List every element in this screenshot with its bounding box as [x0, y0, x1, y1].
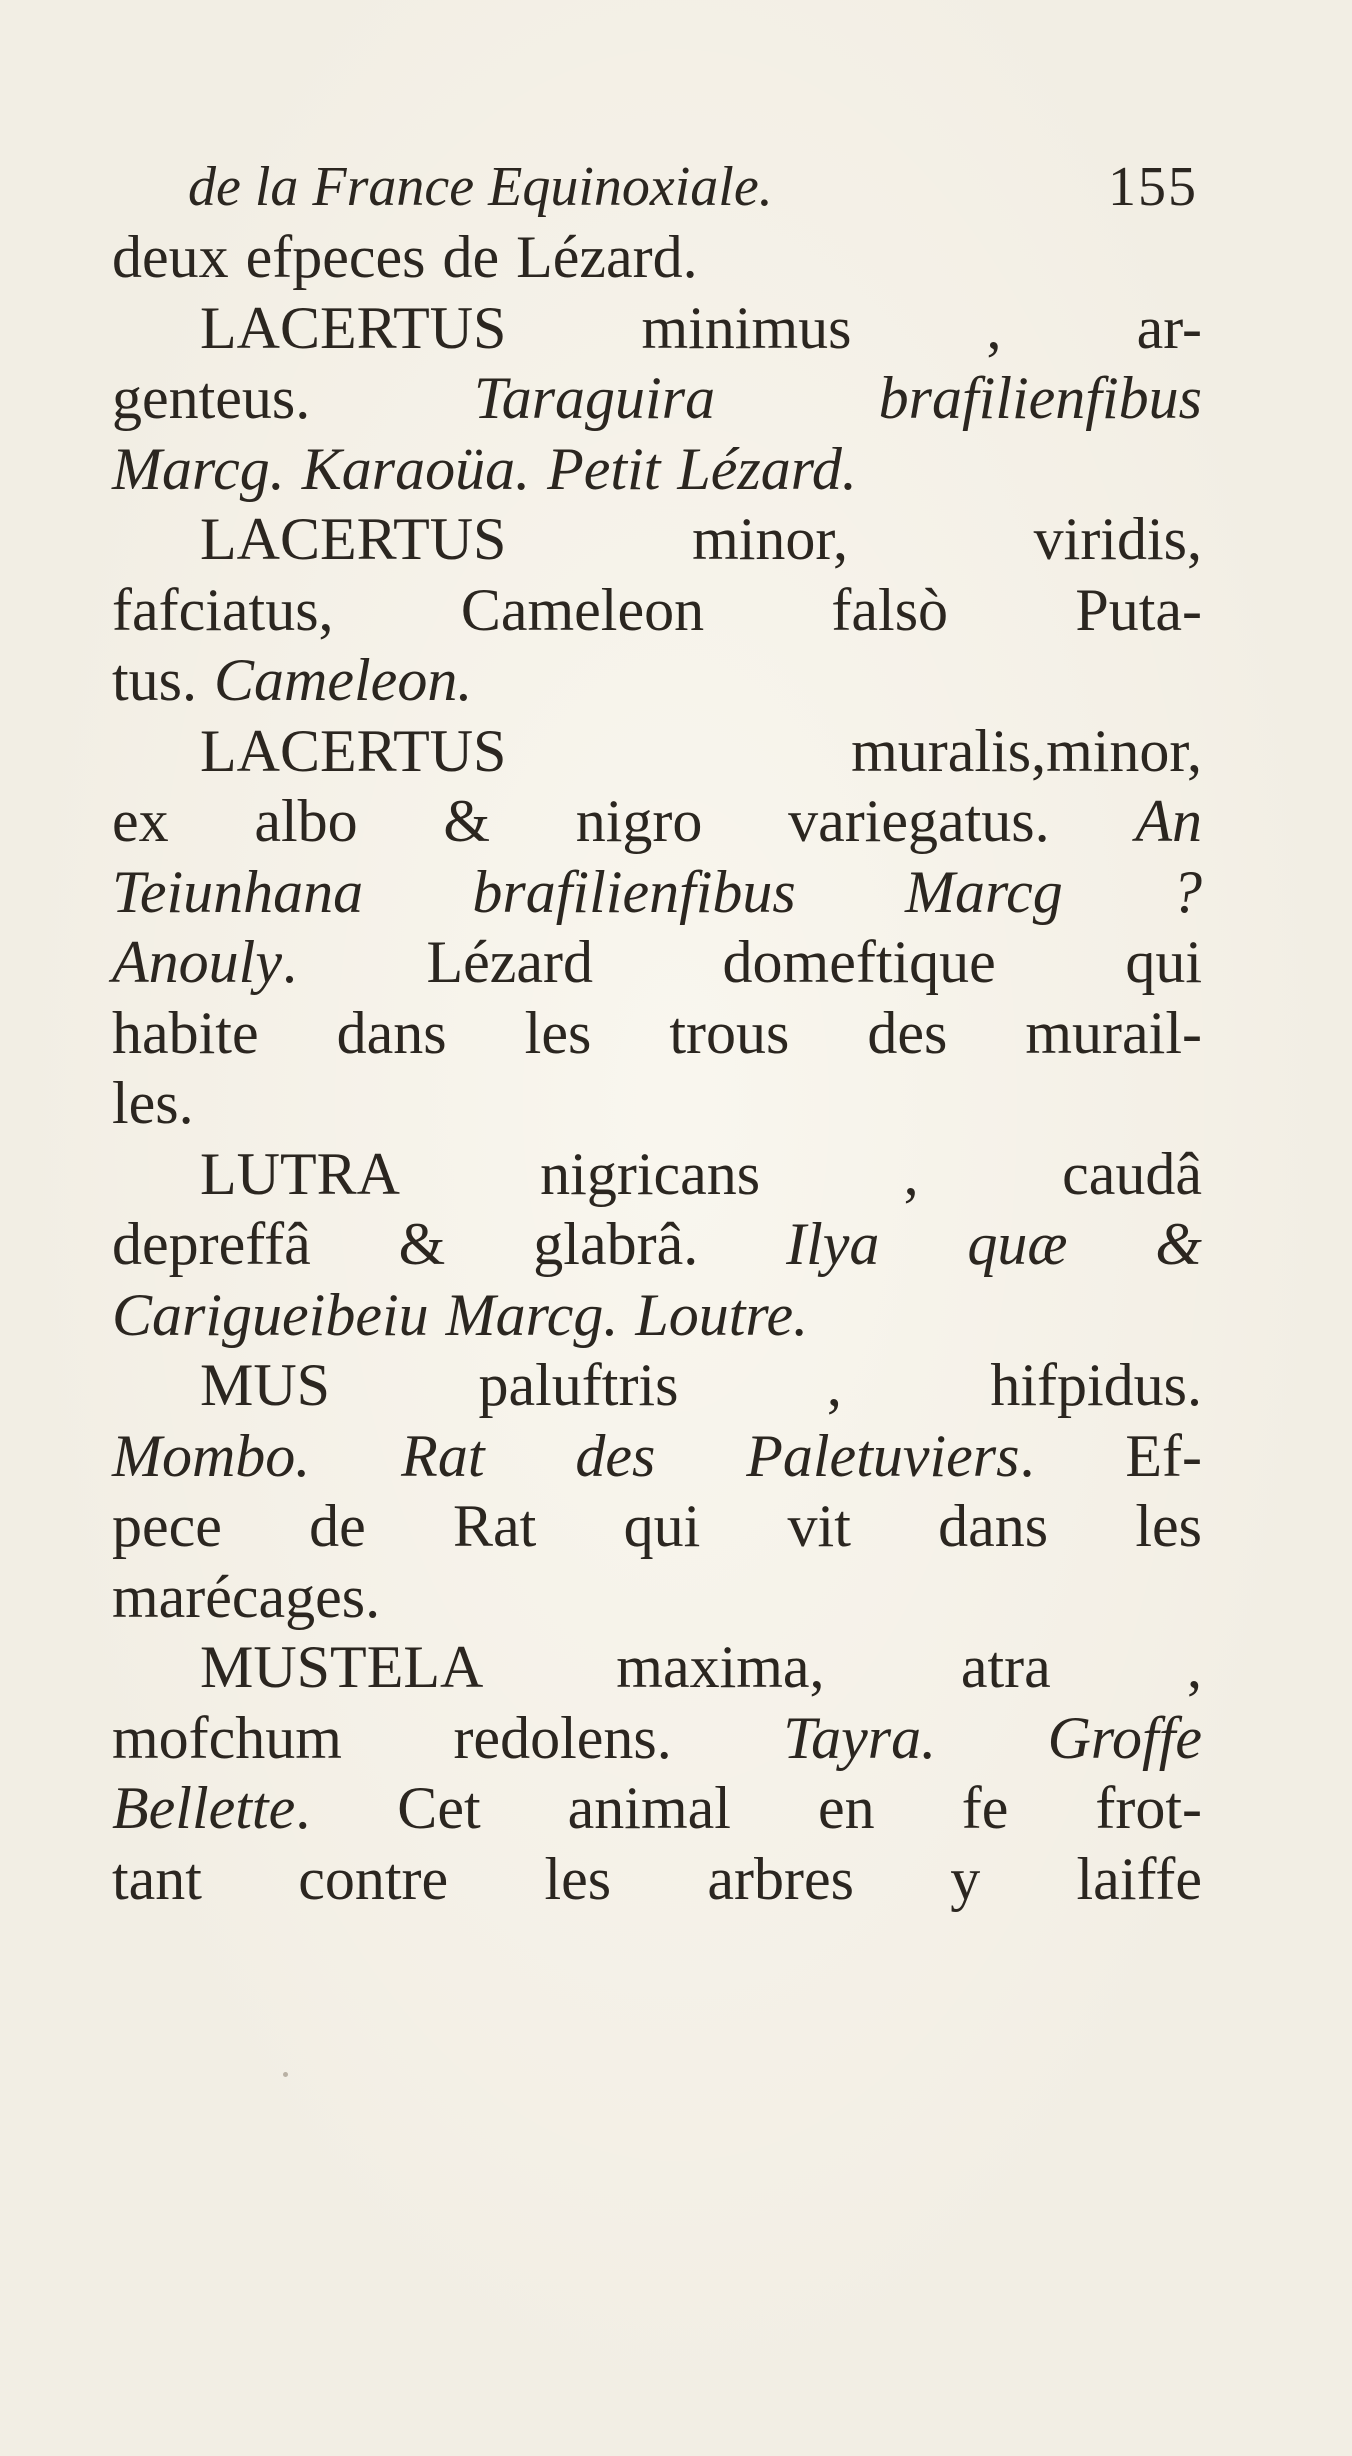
page-number: 155 [1108, 156, 1198, 218]
text-line: deux efpeces de Lézard. [112, 224, 698, 290]
text-line: MUS paluftris , hifpidus. [200, 1352, 1202, 1418]
body-text [112, 222, 1202, 1914]
text-line: tant contre les arbres y laiffe [112, 1845, 1202, 1912]
text-line: marécages. [112, 1563, 381, 1630]
text-line: Bellette. Cet animal en fe frot- [112, 1775, 1202, 1841]
text-line: tus. Cameleon. [112, 647, 473, 713]
text-line: mofchum redolens. Tayra. Groffe [112, 1704, 1203, 1771]
text-line: Marcg. Karaoüa. Petit Lézard. [112, 435, 857, 502]
text-line: LACERTUS muralis,minor, [200, 717, 1202, 784]
text-line: Anouly. Lézard domeftique qui [112, 929, 1202, 995]
text-line: LACERTUS minimus , ar- [200, 294, 1202, 361]
paper-speck [283, 2072, 288, 2077]
text-line: fafciatus, Cameleon falsò Puta- [112, 576, 1202, 643]
text-line: ex albo & nigro variegatus. An [112, 788, 1202, 854]
text-line: LACERTUS minor, viridis, [200, 506, 1202, 572]
text-line: MUSTELA maxima, atra , [200, 1634, 1202, 1700]
text-line: pece de Rat qui vit dans les [112, 1493, 1202, 1559]
text-line: Teiunhana brafilienfibus Marcg ? [112, 858, 1202, 925]
running-title: de la France Equinoxiale. [188, 156, 773, 218]
text-line: Mombo. Rat des Paletuviers. Ef- [112, 1422, 1202, 1489]
text-line: habite dans les trous des murail- [112, 999, 1202, 1066]
text-line: depreffâ & glabrâ. Ilya quæ & [112, 1211, 1202, 1277]
text-line: Carigueibeiu Marcg. Loutre. [112, 1281, 809, 1348]
text-line: les. [112, 1070, 194, 1136]
text-line: LUTRA nigricans , caudâ [200, 1140, 1202, 1207]
text-line: genteus. Taraguira brafilienfibus [112, 365, 1202, 431]
running-head [188, 152, 1198, 222]
